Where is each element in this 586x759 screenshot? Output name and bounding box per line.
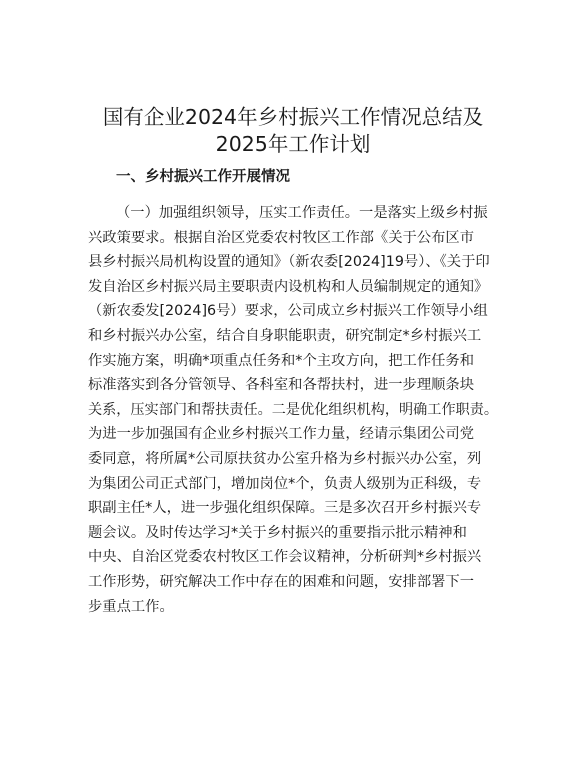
paragraph-line: 兴政策要求。根据自治区党委农村牧区工作部《关于公布区市 <box>88 229 475 246</box>
title-line-1: 国有企业2024年乡村振兴工作情况总结及 <box>102 105 484 129</box>
paragraph-line: 中央、自治区党委农村牧区工作会议精神，分析研判*乡村振兴 <box>88 549 482 566</box>
paragraph-line: 步重点工作。 <box>88 598 174 615</box>
paragraph-line: 工作形势，研究解决工作中存在的困难和问题，安排部署下一 <box>88 573 475 590</box>
paragraph-line: 为集团公司正式部门，增加岗位*个，负责人级别为正科级，专 <box>88 475 482 492</box>
paragraph-line: 职副主任*人，进一步强化组织保障。三是多次召开乡村振兴专 <box>88 500 482 517</box>
paragraph-line: 县乡村振兴局机构设置的通知》（新农委[2024]19号）、《关于印 <box>88 254 490 271</box>
title-line-2: 2025年工作计划 <box>215 132 371 156</box>
paragraph-line: 发自治区乡村振兴局主要职责内设机构和人员编制规定的通知》 <box>88 278 489 295</box>
section-heading: 一、乡村振兴工作开展情况 <box>116 169 290 185</box>
document-title <box>60 104 526 158</box>
paragraph-line: 关系，压实部门和帮扶责任。二是优化组织机构，明确工作职责。 <box>88 401 498 418</box>
paragraph-line: （一）加强组织领导，压实工作责任。一是落实上级乡村振 <box>116 205 488 221</box>
body-paragraph <box>88 201 508 619</box>
paragraph-line: 作实施方案，明确*项重点任务和*个主攻方向，把工作任务和 <box>88 352 475 369</box>
paragraph-line: 为进一步加强国有企业乡村振兴工作力量，经请示集团公司党 <box>88 426 475 443</box>
paragraph-line: 和乡村振兴办公室，结合自身职能职责，研究制定*乡村振兴工 <box>88 327 482 344</box>
paragraph-line: 题会议。及时传达学习*关于乡村振兴的重要指示批示精神和 <box>88 524 467 541</box>
paragraph-line: 委同意，将所属*公司原扶贫办公室升格为乡村振兴办公室，列 <box>88 450 482 467</box>
paragraph-line: 标准落实到各分管领导、各科室和各帮扶村，进一步理顺条块 <box>88 377 475 394</box>
paragraph-line: （新农委发[2024]6号）要求，公司成立乡村振兴工作领导小组 <box>88 303 488 320</box>
